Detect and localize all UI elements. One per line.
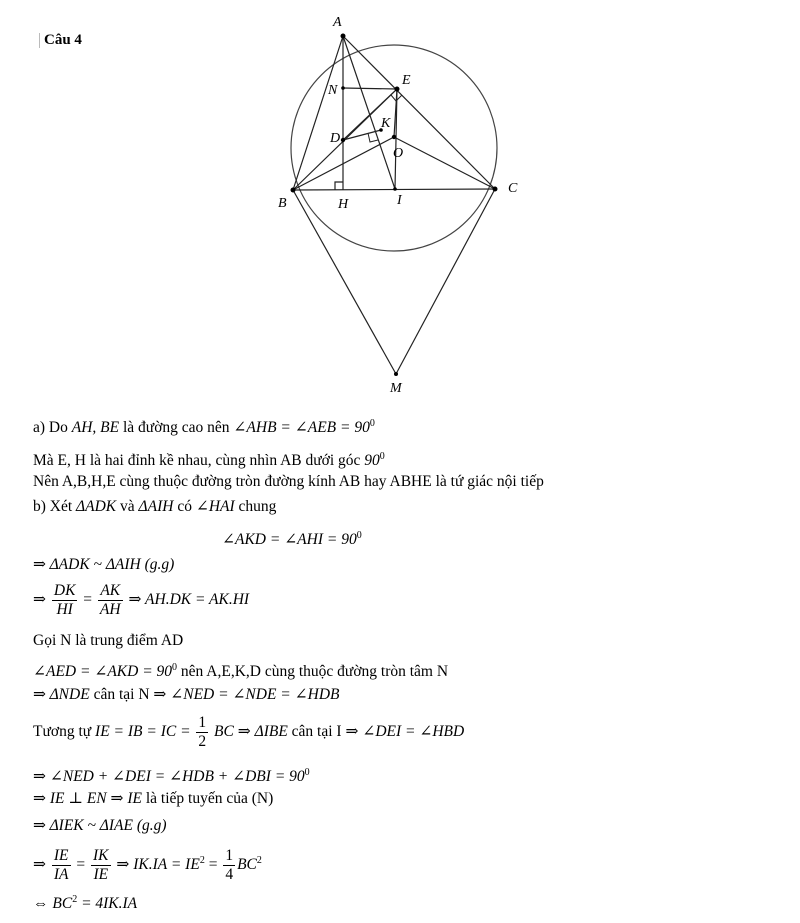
- label-d: D: [330, 131, 341, 146]
- segment-ai: [343, 36, 395, 189]
- line-3: Nên A,B,H,E cùng thuộc đường tròn đường kính AB hay ABHE là tứ giác nội tiếp: [33, 473, 544, 490]
- label-c: C: [508, 181, 518, 196]
- right-angle-h: [335, 182, 343, 190]
- question-heading: Câu 4: [44, 32, 82, 48]
- segment-cm: [396, 189, 495, 374]
- segment-ac: [343, 36, 495, 189]
- label-m: M: [390, 381, 402, 396]
- segment-oc: [394, 137, 495, 189]
- line-7: ⇒ $\frac{DK}{HI}$ = $\frac{AK}{AH}$ ⇒ AH.DK = AK.HI: [33, 581, 250, 618]
- line-12: ⇒ ∠NED + ∠DEI = ∠HDB + ∠DBI = $90^0$: [33, 767, 310, 786]
- line-8: Gọi N là trung điểm AD: [33, 632, 184, 649]
- line-2: Mà E, H là hai đỉnh kề nhau, cùng nhìn AB dưới góc $90^0$: [33, 451, 385, 470]
- label-n: N: [328, 83, 338, 98]
- label-e: E: [402, 73, 411, 88]
- line-16: ⇔ $BC^2 = 4IK.IA$: [33, 894, 138, 913]
- line-14: ⇒ ΔIEK ~ ΔIAE (g.g): [33, 817, 167, 834]
- geometry-figure: [0, 0, 800, 400]
- line-10: ⇒ ΔNDE cân tại N ⇒ ∠NED = ∠NDE = ∠HDB: [33, 686, 340, 703]
- segment-ne: [343, 88, 397, 89]
- line-11: Tương tự IE = IB = IC = $\frac{1}{2}$ BC ⇒ ΔIBE cân tại I ⇒ ∠DEI = ∠HBD: [33, 713, 465, 750]
- label-o: O: [393, 146, 404, 161]
- label-k: K: [381, 116, 391, 131]
- segment-bm: [293, 190, 396, 374]
- line-9: ∠AED = ∠AKD = $90^0$ nên A,E,K,D cùng thuộc đường tròn tâm N: [33, 662, 449, 681]
- label-h: H: [338, 197, 349, 212]
- label-i: I: [397, 193, 402, 208]
- line-15: ⇒ $\frac{IE}{IA}$ = $\frac{IK}{IE}$ ⇒ $IK.IA = IE^2$ = $\frac{1}{4}$ $BC^2$: [33, 847, 262, 884]
- line-13: ⇒ IE ⊥ EN ⇒ IE là tiếp tuyến của (N): [33, 790, 274, 807]
- line-1: a) Do AH, BE là đường cao nên ∠AHB = ∠AEB = $90^0$: [33, 418, 375, 437]
- line-6: ⇒ ΔADK ~ ΔAIH (g.g): [33, 556, 175, 573]
- line-5: ∠AKD = ∠AHI = $90^0$: [222, 530, 362, 549]
- label-a: A: [333, 15, 342, 30]
- label-b: B: [278, 196, 287, 211]
- segment-ab: [293, 36, 343, 190]
- line-4: b) Xét ΔADK và ΔAIH có ∠HAI chung: [33, 498, 277, 515]
